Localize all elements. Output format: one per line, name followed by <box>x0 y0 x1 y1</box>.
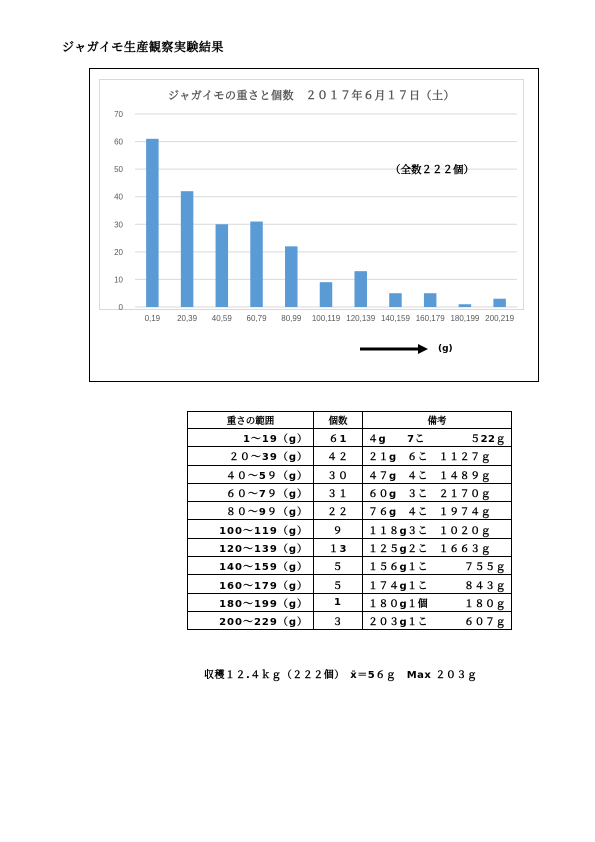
table-row <box>188 538 512 556</box>
bar-20,39 <box>181 191 194 307</box>
table-header-row <box>188 412 512 429</box>
x-tick-label: 80,99 <box>281 313 302 323</box>
bar-180,199 <box>459 304 472 307</box>
cell-note <box>363 575 512 593</box>
y-tick-label: 50 <box>114 165 123 175</box>
cell-note <box>363 447 512 465</box>
x-tick-label: 140,159 <box>380 313 410 323</box>
note-text: ２０３g１こ <box>368 617 429 629</box>
cell-count: ３１ <box>314 483 363 501</box>
note-text: ７６g ４こ １９７４ｇ <box>368 507 492 519</box>
header-count: 個数 <box>314 412 363 429</box>
chart-title: ジャガイモの重さと個数 ２０１７年６月１７日（土） <box>168 89 455 102</box>
note-amount: ８４３ｇ <box>464 580 506 592</box>
cell-count: ２２ <box>314 502 363 520</box>
cell-note <box>363 465 512 483</box>
table-row <box>188 447 512 465</box>
table-row <box>188 483 512 501</box>
x-tick-label: 100,119 <box>311 313 341 323</box>
y-tick-label: 10 <box>114 275 123 285</box>
cell-range: 200～229（g） <box>188 611 314 629</box>
x-tick-label: 60,79 <box>246 313 267 323</box>
note-text: ４g 7こ <box>368 434 426 446</box>
bar-140,159 <box>389 293 402 307</box>
table-row <box>188 520 512 538</box>
note-amount: ５22ｇ <box>470 434 506 446</box>
x-tick-label: 180,199 <box>450 313 480 323</box>
note-text: １７４g１こ <box>368 580 429 592</box>
cell-range: ２０～39（g） <box>188 447 314 465</box>
x-tick-label: 0,19 <box>144 313 161 323</box>
document-title: ジャガイモ生産観察実験結果 <box>62 40 224 54</box>
y-tick-label: 20 <box>114 247 123 257</box>
x-tick-label: 200,219 <box>485 313 515 323</box>
cell-range: 160～179（g） <box>188 575 314 593</box>
cell-count: ４２ <box>314 447 363 465</box>
harvest-summary: 収穫１２.４ｋｇ（２２２個） x̄＝5６ｇ Max ２０３ｇ <box>204 670 478 681</box>
table-row <box>188 465 512 483</box>
cell-count: ３ <box>314 611 363 629</box>
table-row <box>188 611 512 629</box>
bar-100,119 <box>320 282 333 307</box>
cell-range: 120～139（g） <box>188 538 314 556</box>
note-text: １２５g２こ １６６３ｇ <box>368 543 492 555</box>
cell-count: ６1 <box>314 429 363 447</box>
table-row <box>188 593 512 611</box>
cell-count: ９ <box>314 520 363 538</box>
axis-unit-label: (g) <box>438 344 453 354</box>
header-range: 重さの範囲 <box>188 412 314 429</box>
note-text: １５６g１こ <box>368 562 429 574</box>
cell-range: ４０～5９（g） <box>188 465 314 483</box>
y-tick-label: 60 <box>114 137 123 147</box>
header-note: 備考 <box>363 412 512 429</box>
cell-note <box>363 429 512 447</box>
cell-note <box>363 483 512 501</box>
bar-120,139 <box>354 271 367 307</box>
chart-area <box>99 79 524 323</box>
table-row <box>188 575 512 593</box>
cell-note <box>363 593 512 611</box>
cell-note <box>363 611 512 629</box>
note-amount: １８０ｇ <box>464 598 506 610</box>
x-tick-label: 40,59 <box>211 313 232 323</box>
cell-range: 100～119（g） <box>188 520 314 538</box>
cell-count: ５ <box>314 557 363 575</box>
note-amount: ６０７ｇ <box>464 617 506 629</box>
bar-160,179 <box>424 293 437 307</box>
bar-0,19 <box>146 139 159 307</box>
chart-frame <box>89 68 539 382</box>
y-tick-label: 70 <box>114 110 123 119</box>
cell-note <box>363 557 512 575</box>
cell-range: 180～199（g） <box>188 593 314 611</box>
arrow-icon <box>360 343 430 355</box>
x-tick-label: 120,139 <box>346 313 376 323</box>
cell-range: 1～19（g） <box>188 429 314 447</box>
bar-60,79 <box>250 222 263 307</box>
cell-range: ８０～9９（g） <box>188 502 314 520</box>
table-row <box>188 557 512 575</box>
cell-count: １3 <box>314 538 363 556</box>
bar-chart <box>100 80 525 323</box>
y-tick-label: 30 <box>114 220 123 230</box>
y-tick-label: 0 <box>118 303 123 312</box>
note-text: ４７g ４こ １４８９ｇ <box>368 470 492 482</box>
cell-count: 1 <box>314 593 363 611</box>
note-text: １８０g１個 <box>368 598 429 610</box>
note-text: ６０g ３こ ２１７０ｇ <box>368 489 492 501</box>
x-tick-label: 160,179 <box>415 313 445 323</box>
bar-40,59 <box>216 224 229 307</box>
bar-80,99 <box>285 246 298 307</box>
note-amount: ７５５ｇ <box>464 562 506 574</box>
cell-range: 140～159（g） <box>188 557 314 575</box>
cell-count: ３０ <box>314 465 363 483</box>
cell-note <box>363 502 512 520</box>
cell-note <box>363 520 512 538</box>
cell-count: ５ <box>314 575 363 593</box>
note-text: ２１g ６こ １１２７ｇ <box>368 452 492 464</box>
cell-note <box>363 538 512 556</box>
note-text: １１８g３こ １０２０ｇ <box>368 525 492 537</box>
cell-range: ６０～7９（g） <box>188 483 314 501</box>
weight-table <box>187 411 512 630</box>
table-row <box>188 429 512 447</box>
bar-200,219 <box>493 299 506 307</box>
chart-total-annotation: （全数２２２個） <box>390 164 474 176</box>
y-tick-label: 40 <box>114 192 123 202</box>
table-row <box>188 502 512 520</box>
x-tick-label: 20,39 <box>177 313 198 323</box>
